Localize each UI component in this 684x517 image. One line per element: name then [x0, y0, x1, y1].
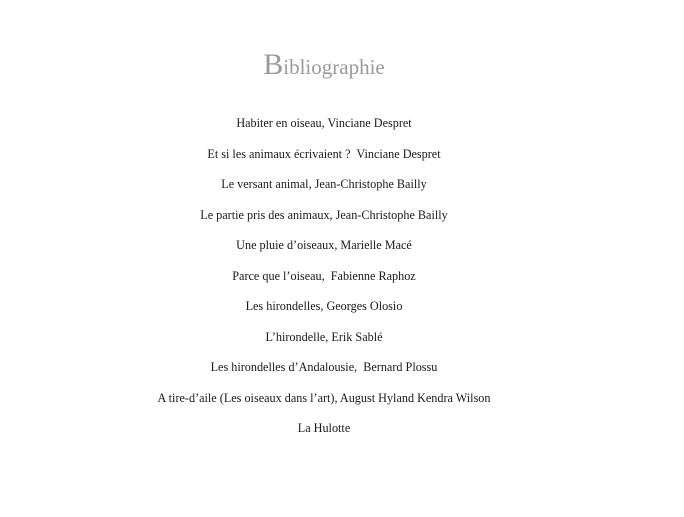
- bibliography-entry: La Hulotte: [297, 421, 351, 435]
- bibliography-entry: L’hirondelle, Erik Sablé: [265, 329, 383, 344]
- bibliography-entry: Une pluie d’oiseaux, Marielle Macé: [236, 238, 412, 252]
- bibliography-entry: Le versant animal, Jean-Christophe Bailly: [221, 177, 427, 191]
- title-initial: B: [263, 48, 284, 81]
- bibliography-entry: Habiter en oiseau, Vinciane Despret: [236, 116, 412, 130]
- bibliography-entry: Les hirondelles d’Andalousie, Bernard Plossu: [210, 360, 438, 374]
- page-title: [0, 48, 648, 82]
- bibliography-entry: Parce que l’oiseau, Fabienne Raphoz: [232, 268, 416, 283]
- bibliography-entry: Et si les animaux écrivaient ? Vinciane Despret: [207, 146, 441, 161]
- bibliography-entry: Les hirondelles, Georges Olosio: [245, 299, 403, 313]
- bibliography-list: [0, 115, 648, 451]
- bibliography-entry: Le partie pris des animaux, Jean-Christophe Bailly: [200, 207, 448, 222]
- title-rest: ibliographie: [283, 55, 385, 79]
- bibliography-entry: A tire-d’aile (Les oiseaux dans l’art), August Hyland Kendra Wilson: [157, 390, 491, 405]
